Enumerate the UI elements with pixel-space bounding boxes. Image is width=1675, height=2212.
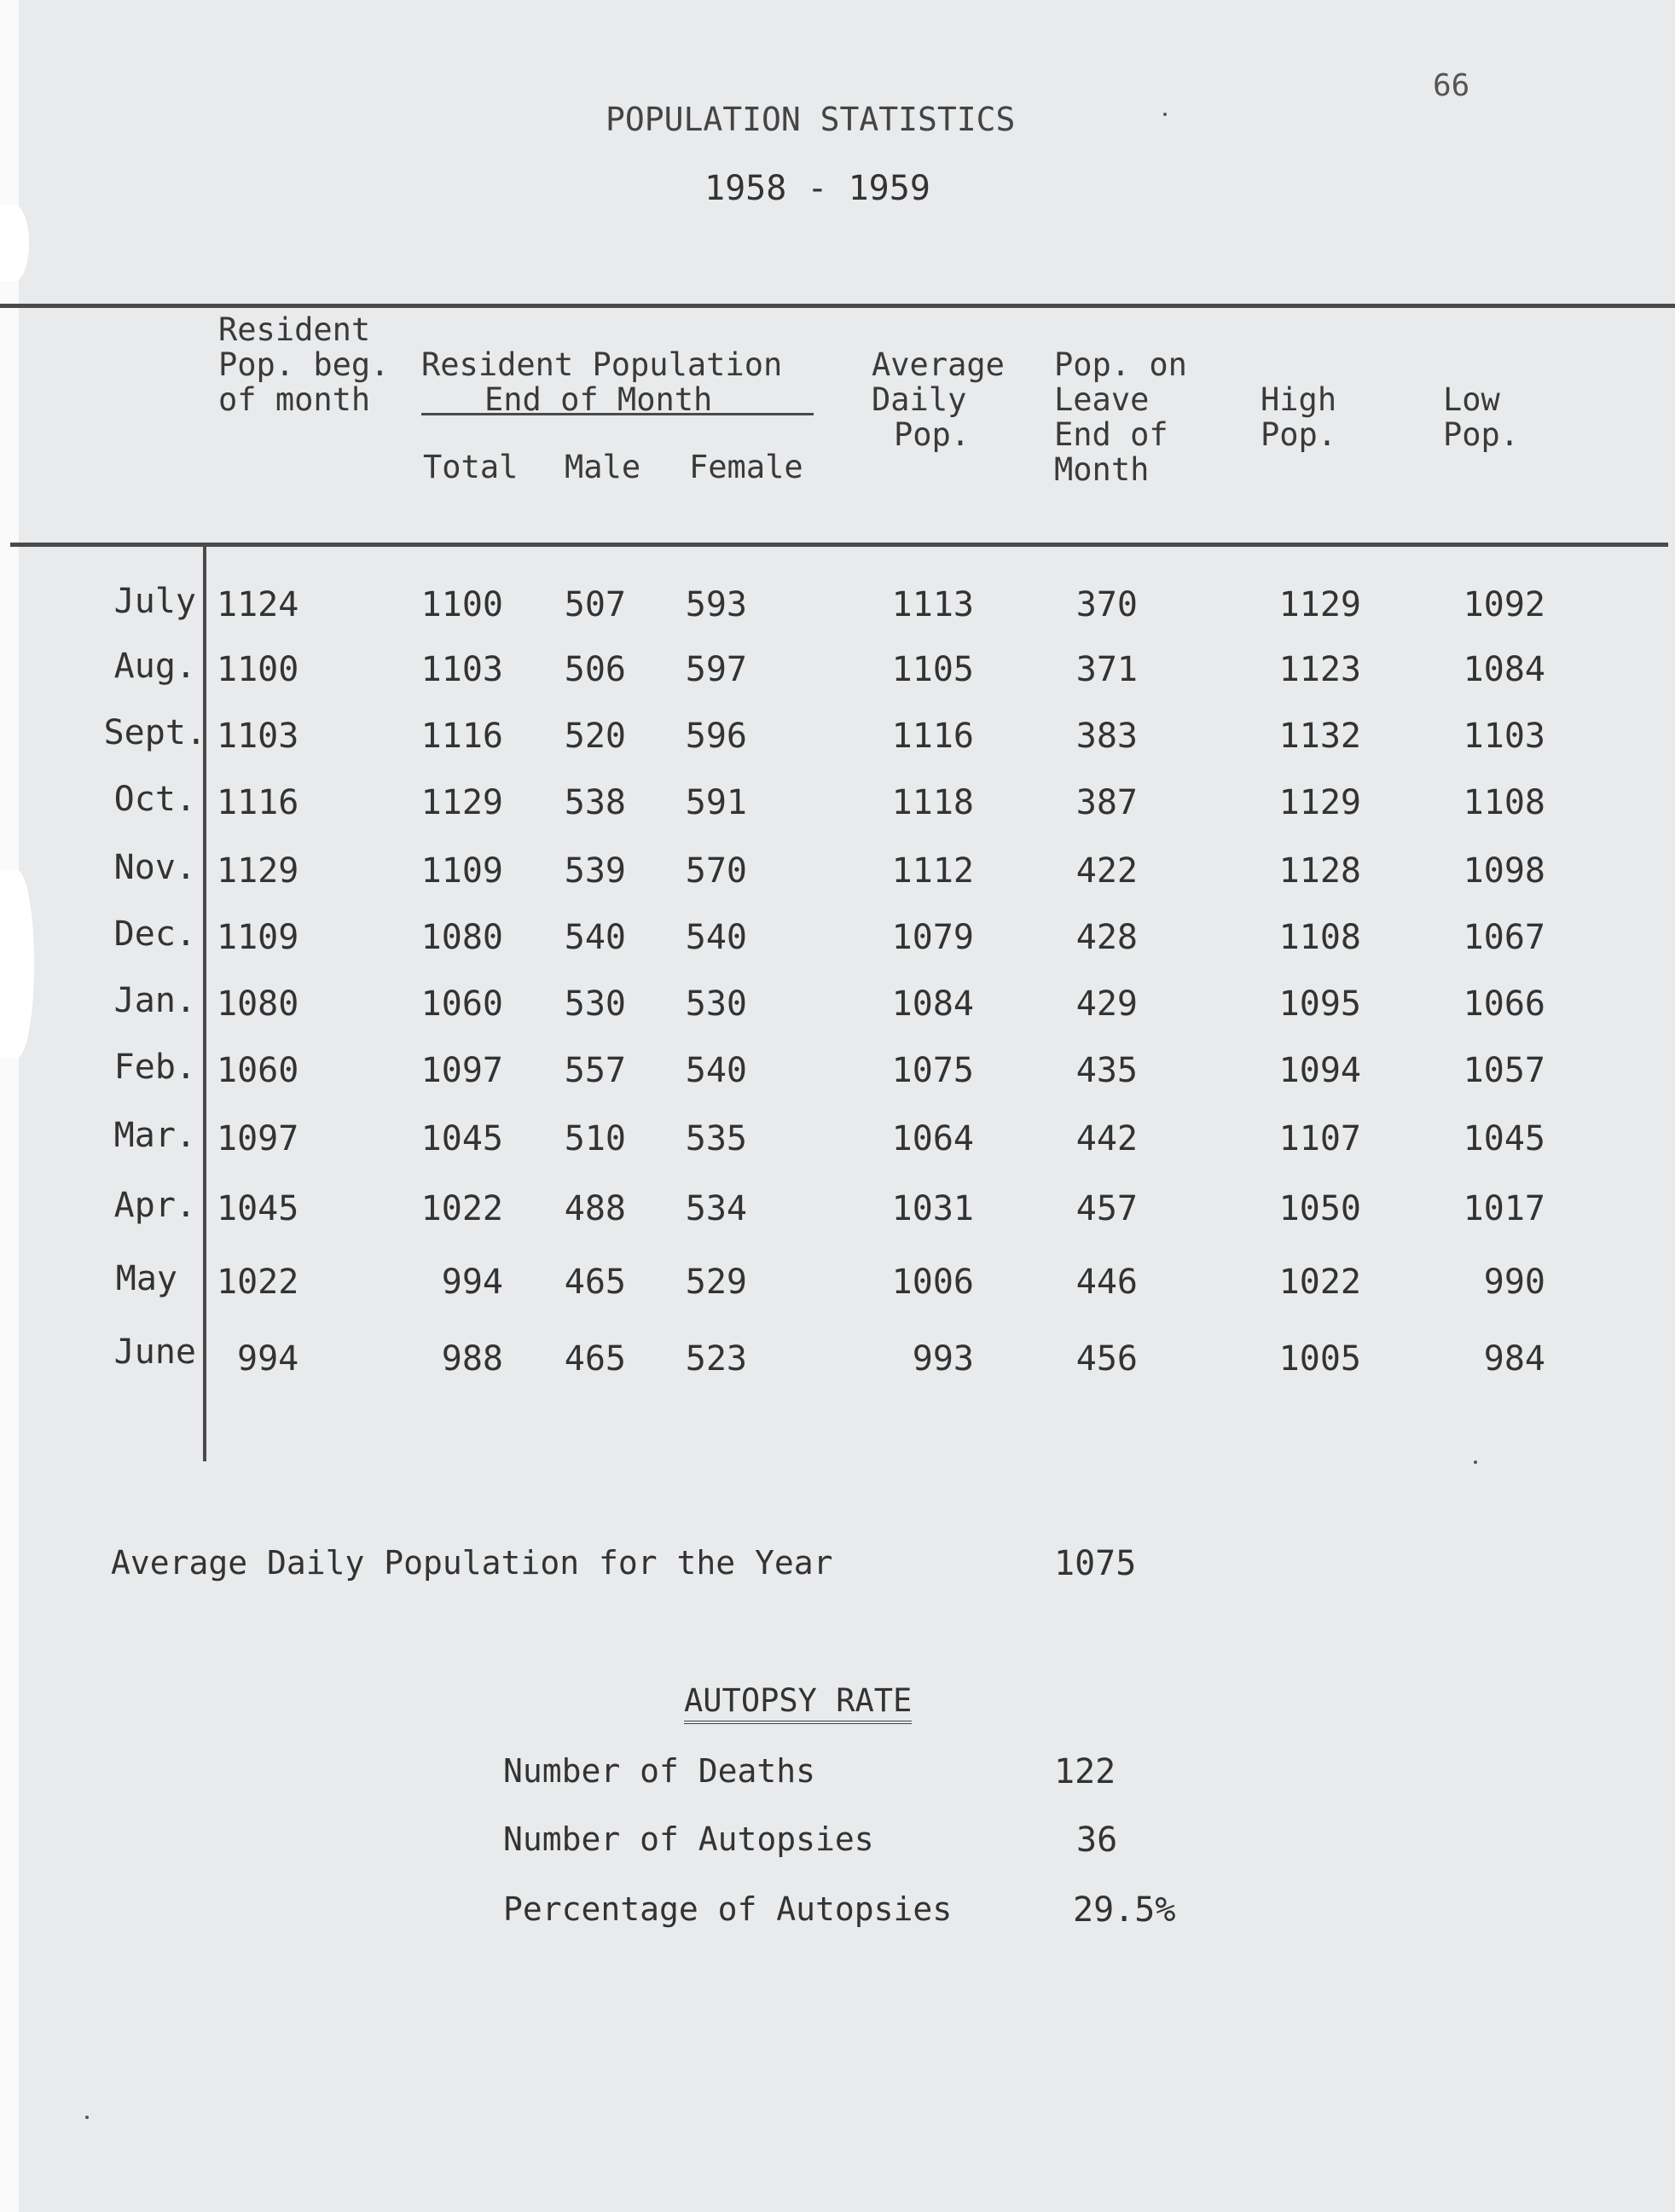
autopsy-percentage-label: Percentage of Autopsies bbox=[503, 1890, 953, 1928]
cell-month: Mar. bbox=[113, 1116, 196, 1155]
cell-total: 1045 bbox=[420, 1119, 503, 1158]
cell-avg: 993 bbox=[912, 1339, 974, 1379]
cell-total: 988 bbox=[441, 1339, 503, 1379]
autopsy-deaths-value: 122 bbox=[1054, 1752, 1116, 1791]
torn-edge-notch bbox=[0, 205, 29, 282]
cell-month: Sept. bbox=[103, 713, 206, 752]
cell-high: 1108 bbox=[1278, 918, 1361, 957]
cell-high: 1095 bbox=[1278, 984, 1361, 1024]
header-resident-beg: Resident Pop. beg. of month bbox=[218, 311, 390, 418]
cell-female: 591 bbox=[685, 783, 747, 822]
year-avg-value: 1075 bbox=[1054, 1544, 1137, 1583]
cell-leave: 422 bbox=[1075, 851, 1138, 891]
header-high: High Pop. bbox=[1261, 381, 1337, 453]
cell-beg: 1129 bbox=[217, 851, 299, 891]
autopsy-count-value: 36 bbox=[1076, 1820, 1118, 1860]
cell-male: 506 bbox=[564, 650, 626, 689]
table-row bbox=[0, 1116, 1675, 1167]
torn-edge bbox=[0, 0, 19, 2212]
cell-beg: 1022 bbox=[217, 1263, 299, 1302]
cell-month: June bbox=[113, 1332, 196, 1372]
cell-leave: 457 bbox=[1075, 1189, 1138, 1228]
cell-total: 1022 bbox=[420, 1189, 503, 1228]
cell-low: 1067 bbox=[1463, 918, 1545, 957]
cell-leave: 383 bbox=[1075, 717, 1138, 756]
page-number: 66 bbox=[1433, 68, 1470, 103]
cell-leave: 371 bbox=[1075, 650, 1138, 689]
table-header-rule bbox=[10, 543, 1668, 547]
cell-avg: 1084 bbox=[891, 984, 974, 1024]
cell-beg: 994 bbox=[237, 1339, 299, 1379]
cell-female: 535 bbox=[685, 1119, 747, 1158]
header-low: Low Pop. bbox=[1443, 381, 1520, 453]
cell-total: 1103 bbox=[420, 650, 503, 689]
cell-low: 1017 bbox=[1463, 1189, 1545, 1228]
cell-male: 488 bbox=[564, 1189, 626, 1228]
table-row bbox=[0, 1186, 1675, 1237]
cell-male: 538 bbox=[564, 783, 626, 822]
header-female: Female bbox=[689, 449, 803, 485]
cell-low: 1057 bbox=[1463, 1051, 1545, 1090]
cell-male: 465 bbox=[564, 1263, 626, 1302]
cell-male: 539 bbox=[564, 851, 626, 891]
cell-avg: 1064 bbox=[891, 1119, 974, 1158]
cell-total: 994 bbox=[441, 1263, 503, 1302]
cell-female: 593 bbox=[685, 585, 747, 624]
cell-female: 529 bbox=[685, 1263, 747, 1302]
cell-avg: 1075 bbox=[891, 1051, 974, 1090]
cell-month: Oct. bbox=[113, 780, 196, 819]
cell-low: 1045 bbox=[1463, 1119, 1545, 1158]
cell-high: 1107 bbox=[1278, 1119, 1361, 1158]
cell-month: July bbox=[113, 582, 196, 621]
cell-month: Feb. bbox=[113, 1048, 196, 1087]
page-title: POPULATION STATISTICS bbox=[606, 101, 1016, 138]
cell-low: 1066 bbox=[1463, 984, 1545, 1024]
table-row bbox=[0, 713, 1675, 764]
cell-high: 1123 bbox=[1278, 650, 1361, 689]
cell-avg: 1105 bbox=[891, 650, 974, 689]
cell-low: 1103 bbox=[1463, 717, 1545, 756]
cell-total: 1060 bbox=[420, 984, 503, 1024]
cell-leave: 429 bbox=[1075, 984, 1138, 1024]
cell-low: 990 bbox=[1483, 1263, 1545, 1302]
cell-male: 465 bbox=[564, 1339, 626, 1379]
header-male: Male bbox=[565, 449, 641, 485]
cell-month: Aug. bbox=[113, 647, 196, 686]
cell-avg: 1112 bbox=[891, 851, 974, 891]
table-row bbox=[0, 647, 1675, 698]
cell-high: 1022 bbox=[1278, 1263, 1361, 1302]
cell-month: Dec. bbox=[113, 914, 196, 954]
table-row bbox=[0, 848, 1675, 899]
cell-leave: 387 bbox=[1075, 783, 1138, 822]
cell-male: 530 bbox=[564, 984, 626, 1024]
table-row bbox=[0, 780, 1675, 831]
cell-beg: 1109 bbox=[217, 918, 299, 957]
cell-total: 1116 bbox=[420, 717, 503, 756]
cell-male: 557 bbox=[564, 1051, 626, 1090]
autopsy-deaths-label: Number of Deaths bbox=[503, 1752, 816, 1790]
cell-female: 523 bbox=[685, 1339, 747, 1379]
cell-beg: 1080 bbox=[217, 984, 299, 1024]
cell-leave: 370 bbox=[1075, 585, 1138, 624]
speck bbox=[85, 2116, 89, 2119]
cell-high: 1129 bbox=[1278, 783, 1361, 822]
year-avg-label: Average Daily Population for the Year bbox=[111, 1544, 833, 1582]
cell-total: 1097 bbox=[420, 1051, 503, 1090]
cell-leave: 442 bbox=[1075, 1119, 1138, 1158]
cell-beg: 1097 bbox=[217, 1119, 299, 1158]
cell-avg: 1079 bbox=[891, 918, 974, 957]
table-row bbox=[0, 1259, 1675, 1310]
cell-beg: 1060 bbox=[217, 1051, 299, 1090]
cell-male: 507 bbox=[564, 585, 626, 624]
cell-beg: 1124 bbox=[217, 585, 299, 624]
cell-total: 1109 bbox=[420, 851, 503, 891]
cell-high: 1050 bbox=[1278, 1189, 1361, 1228]
table-row bbox=[0, 1048, 1675, 1099]
cell-leave: 435 bbox=[1075, 1051, 1138, 1090]
cell-month: May bbox=[115, 1259, 177, 1298]
cell-total: 1100 bbox=[420, 585, 503, 624]
cell-total: 1080 bbox=[420, 918, 503, 957]
header-resident-end: Resident Population End of Month bbox=[421, 346, 783, 418]
speck bbox=[1163, 113, 1167, 116]
autopsy-percentage-value: 29.5% bbox=[1073, 1890, 1176, 1930]
cell-low: 1084 bbox=[1463, 650, 1545, 689]
cell-female: 540 bbox=[685, 918, 747, 957]
cell-low: 1108 bbox=[1463, 783, 1545, 822]
header-total: Total bbox=[423, 449, 519, 485]
cell-low: 1098 bbox=[1463, 851, 1545, 891]
cell-avg: 1118 bbox=[891, 783, 974, 822]
cell-avg: 1116 bbox=[891, 717, 974, 756]
cell-high: 1094 bbox=[1278, 1051, 1361, 1090]
cell-avg: 1113 bbox=[891, 585, 974, 624]
cell-male: 520 bbox=[564, 717, 626, 756]
cell-month: Apr. bbox=[113, 1186, 196, 1225]
autopsy-title: AUTOPSY RATE bbox=[684, 1682, 912, 1724]
cell-low: 984 bbox=[1483, 1339, 1545, 1379]
table-row bbox=[0, 1332, 1675, 1384]
cell-low: 1092 bbox=[1463, 585, 1545, 624]
table-top-rule bbox=[0, 304, 1675, 308]
cell-female: 530 bbox=[685, 984, 747, 1024]
header-avg-daily: Average Daily Pop. bbox=[872, 346, 1005, 453]
cell-avg: 1006 bbox=[891, 1263, 974, 1302]
table-row bbox=[0, 582, 1675, 633]
cell-beg: 1045 bbox=[217, 1189, 299, 1228]
cell-high: 1005 bbox=[1278, 1339, 1361, 1379]
cell-high: 1132 bbox=[1278, 717, 1361, 756]
cell-high: 1129 bbox=[1278, 585, 1361, 624]
cell-leave: 428 bbox=[1075, 918, 1138, 957]
cell-month: Nov. bbox=[113, 848, 196, 887]
cell-beg: 1103 bbox=[217, 717, 299, 756]
cell-male: 510 bbox=[564, 1119, 626, 1158]
cell-leave: 456 bbox=[1075, 1339, 1138, 1379]
cell-total: 1129 bbox=[420, 783, 503, 822]
period: 1958 - 1959 bbox=[704, 169, 930, 208]
cell-male: 540 bbox=[564, 918, 626, 957]
autopsy-count-label: Number of Autopsies bbox=[503, 1820, 874, 1858]
header-on-leave: Pop. on Leave End of Month bbox=[1054, 346, 1187, 488]
cell-avg: 1031 bbox=[891, 1189, 974, 1228]
cell-high: 1128 bbox=[1278, 851, 1361, 891]
table-row bbox=[0, 981, 1675, 1032]
cell-female: 570 bbox=[685, 851, 747, 891]
cell-female: 596 bbox=[685, 717, 747, 756]
cell-beg: 1100 bbox=[217, 650, 299, 689]
cell-female: 597 bbox=[685, 650, 747, 689]
speck bbox=[1474, 1460, 1477, 1464]
cell-month: Jan. bbox=[113, 981, 196, 1020]
table-row bbox=[0, 914, 1675, 966]
cell-leave: 446 bbox=[1075, 1263, 1138, 1302]
cell-beg: 1116 bbox=[217, 783, 299, 822]
cell-female: 540 bbox=[685, 1051, 747, 1090]
cell-female: 534 bbox=[685, 1189, 747, 1228]
